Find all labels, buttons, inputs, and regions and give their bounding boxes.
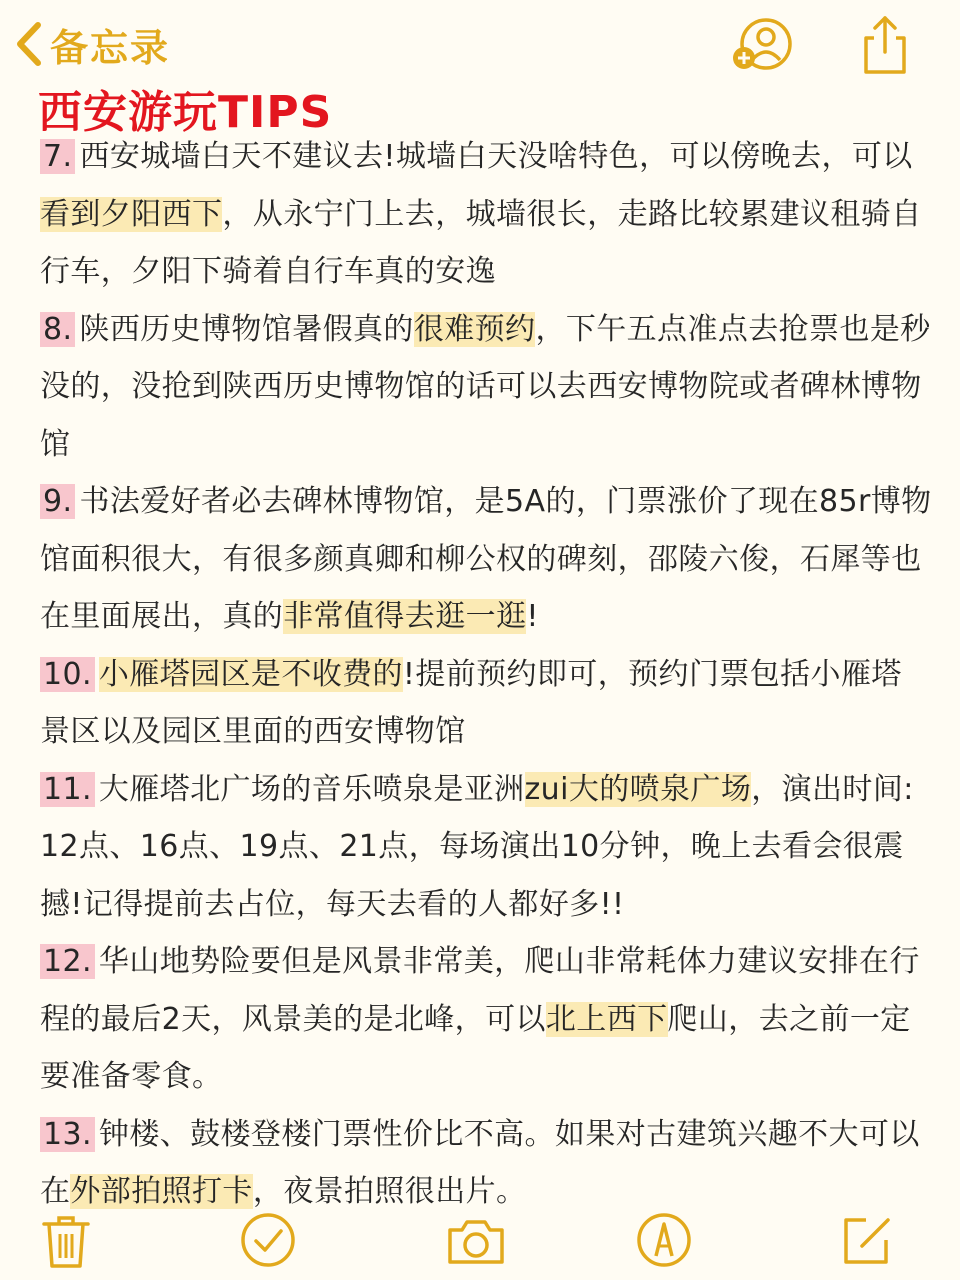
highlighted-text: 很难预约 [413,311,536,347]
tip-text: 大雁塔北广场的音乐喷泉是亚洲 [98,771,525,807]
tip-text: !提前预约即可，预约门票包括小雁塔景区以及园区里面的西安博物馆 [40,656,902,749]
tip-text: ，下午五点准点去抢票也是秒没的，没抢到陕西历史博物馆的话可以去西安博物院或者碑林博物馆 [40,311,931,462]
tip-number: 8. [40,312,75,347]
highlighted-text: 小雁塔园区是不收费的 [98,656,403,692]
tip-text: 爬山，去之前一定要准备零食。 [40,1001,911,1094]
tip-text: 钟楼、鼓楼登楼门票性价比不高。如果对古建筑兴趣不大可以在 [40,1116,920,1209]
tip-text: 西安城墙白天不建议去!城墙白天没啥特色，可以傍晚去，可以 [79,139,913,174]
note-body[interactable] [40,128,932,1221]
note-title[interactable]: 西安游玩TIPS [38,87,333,138]
back-button[interactable] [14,16,170,72]
highlighted-text: zui大的喷泉广场 [524,771,752,807]
checklist-icon[interactable] [238,1210,298,1270]
bottom-toolbar [0,1200,960,1280]
share-icon[interactable] [852,12,918,78]
chevron-left-icon [14,21,44,67]
add-person-icon[interactable] [728,12,794,78]
tip-text: 华山地势险要但是风景非常美，爬山非常耗体力建议安排在行程的最后2天，风景美的是北峰，可以 [40,944,920,1037]
highlighted-text: 北上西下 [545,1001,668,1037]
compose-icon[interactable] [836,1210,896,1270]
tip-paragraph [40,761,932,934]
tip-text: ! [526,599,539,634]
highlighted-text: 非常值得去逛一逛 [283,599,527,634]
back-label: 备忘录 [50,25,171,70]
tip-number: 9. [40,484,75,519]
tip-paragraph [40,473,932,646]
tip-number: 11. [40,772,95,807]
tip-text: ，从永宁门上去，城墙很长，走路比较累建议租骑自行车，夕阳下骑着自行车真的安逸 [40,196,922,289]
tip-paragraph [40,128,932,301]
tip-paragraph [40,301,932,474]
markup-icon[interactable] [634,1210,694,1270]
trash-icon[interactable] [36,1210,96,1270]
highlighted-text: 外部拍照打卡 [70,1174,253,1209]
tip-number: 13. [40,1117,95,1152]
tip-number: 10. [40,657,95,692]
highlighted-text: 看到夕阳西下 [40,196,223,232]
tip-text: ，演出时间:12点、16点、19点、21点，每场演出10分钟，晚上去看会很震撼!记得提前去占位，每天去看的人都好多!! [40,771,914,922]
top-bar [0,0,960,84]
camera-icon[interactable] [444,1210,504,1270]
tip-number: 7. [40,139,75,174]
tip-text: 书法爱好者必去碑林博物馆，是5A的，门票涨价了现在85r博物馆面积很大，有很多颜真卿和柳公权的碑刻，邵陵六俊，石犀等也在里面展出，真的 [40,484,932,634]
tip-text: ，夜景拍照很出片。 [252,1174,527,1209]
tip-paragraph [40,646,932,761]
tip-number: 12. [40,944,95,979]
tip-paragraph [40,933,932,1106]
tip-text: 陕西历史博物馆暑假真的 [79,311,414,347]
